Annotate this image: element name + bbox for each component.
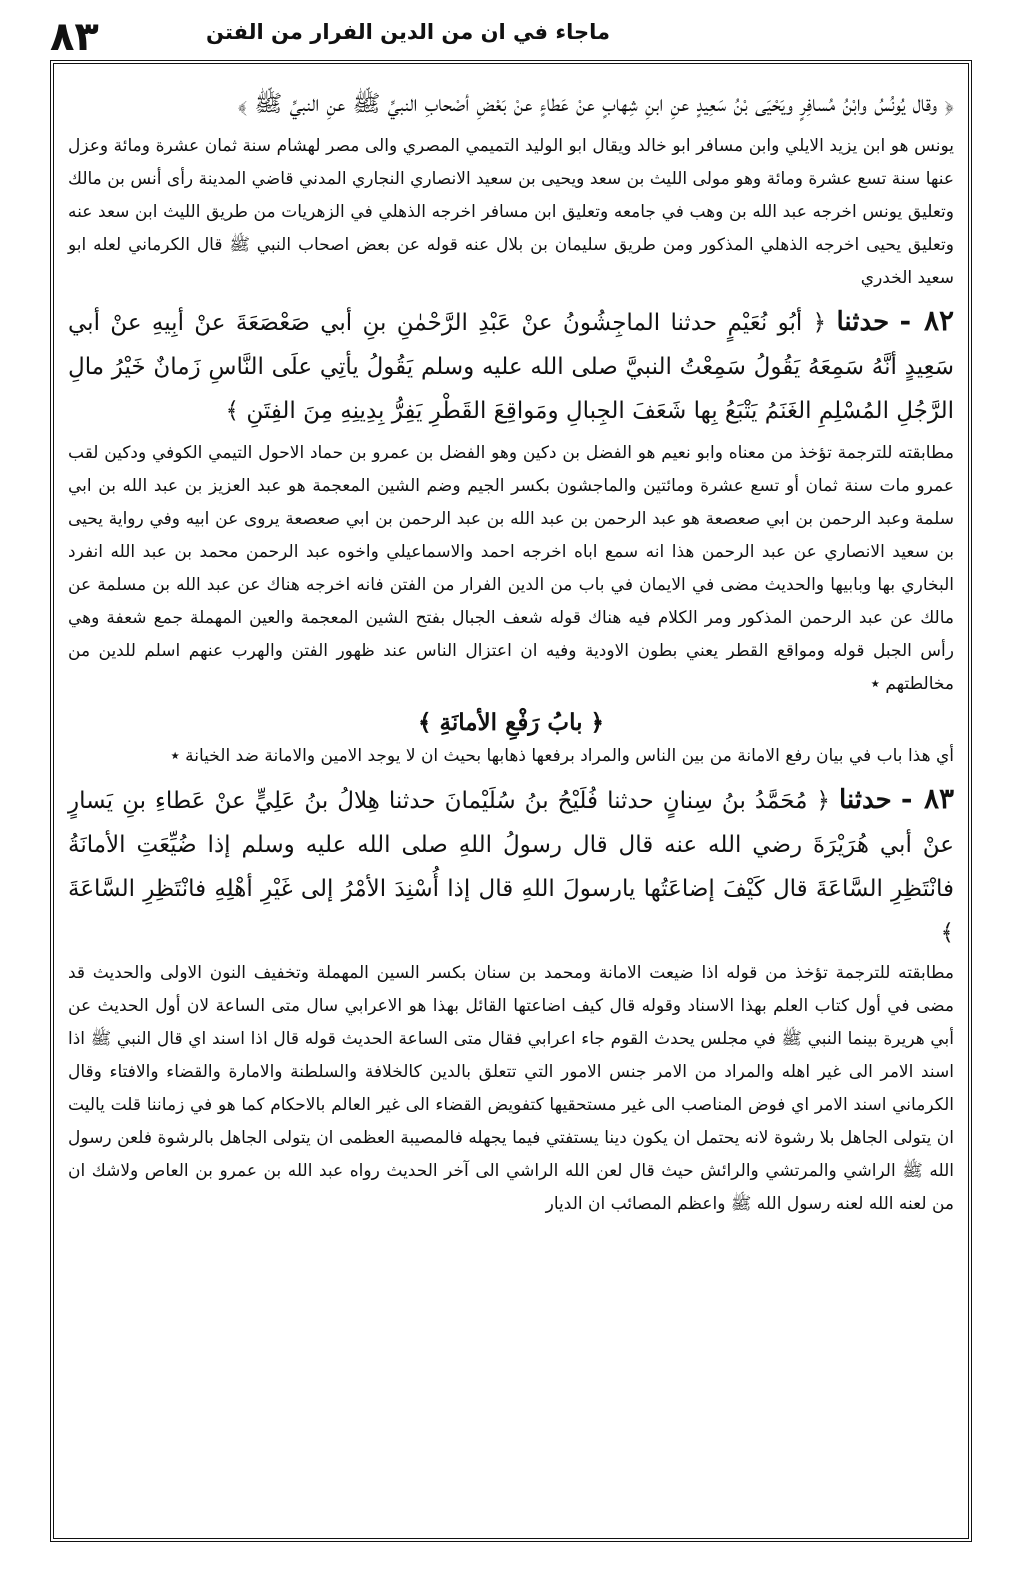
commentary-82: مطابقته للترجمة تؤخذ من معناه وابو نعيم هو الفضل بن دكين وهو الفضل بن عمرو بن حماد الاحول التيمي الكوفي ودكين لقب عمرو مات سنة ثمان أو تسع عشرة ومائتين والماجشون بكسر الجيم وضم الشين المعجمة هو عبد العزيز بن عبد الله بن ابي سلمة وعبد الرحمن بن ابي صعصعة هو عبد الرحمن بن عبد الله بن عبد الرحمن بن ابي صعصعة يروى عن ابيه وفي رواية يحيى بن سعيد الانصاري عن عبد الرحمن هذا انه سمع اباه اخرجه احمد والاسماعيلي واخوه عبد الرحمن محمد بن عبد الله انفرد البخاري بها وبابيها والحديث مضى في الايمان في باب من الدين الفرار من الفتن فانه اخرجه هناك عن عبد الله بن مسلمة عن مالك عن عبد الرحمن المذكور ومر الكلام فيه هناك قوله شعف الجبال بفتح الشين المعجمة والعين المهملة جمع شعفة وهي رأس الجبل قوله ومواقع القطر يعني بطون الاودية وفيه ان اعتزال الناس عند ظهور الفتن والهرب عنهم اسلم للدين من مخالطتهم ٭	[68, 443, 954, 694]
hadith-text: ﴿ مُحَمَّدُ بنُ سِنانٍ حدثنا فُلَيْحُ بنُ سُلَيْمانَ حدثنا هِلالُ بنُ عَلِيٍّ عنْ عَطاءِ بنِ يَسارٍ عنْ أبي هُرَيْرَةَ رضي الله عنه قال قال رسولُ اللهِ صلى الله عليه وسلم إذا ضُيِّعَتِ الأمانَةُ فانْتَظِرِ السَّاعَةَ قال كَيْفَ إضاعَتُها يارسولَ اللهِ قال إذا أُسْنِدَ الأمْرُ إلى غَيْرِ أهْلِهِ فانْتَظِرِ السَّاعَةَ ﴾	[68, 788, 954, 946]
hadith-number: ٨٣ -	[900, 782, 955, 815]
hadith-lead: حدثنا	[839, 785, 892, 815]
chapter-title: ﴿ بابُ رَفْعِ الأمانَةِ ﴾	[418, 709, 604, 736]
page-content	[68, 82, 954, 1528]
hadith-83	[68, 777, 954, 955]
hadith-82	[68, 299, 954, 433]
hadith-number: ٨٢ -	[899, 304, 955, 337]
hadith-text: ﴿ أبُو نُعَيْمٍ حدثنا الماجِشُونُ عنْ عَبْدِ الرَّحْمٰنِ بنِ أبي صَعْصَعَةَ عنْ أبِيهِ عنْ أبي سَعِيدٍ أنَّهُ سَمِعَهُ يَقُولُ سَمِعْتُ النبيَّ صلى الله عليه وسلم يَقُولُ يأتِي علَى النَّاسِ زَمانٌ خَيْرُ مالِ الرَّجُلِ المُسْلِمِ الغَنَمُ يَتْبَعُ بِها شَعَفَ الجِبالِ ومَواقِعَ القَطْرِ يَفِرُّ بِدِينِهِ مِنَ الفِتَنِ ﴾	[68, 310, 954, 424]
page-number: ٨٣	[50, 14, 99, 60]
chapter-intro: أي هذا باب في بيان رفع الامانة من بين الناس والمراد برفعها ذهابها بحيث ان لا يوجد الامين والامانة ضد الخيانة ٭	[170, 746, 954, 766]
commentary-83: مطابقته للترجمة تؤخذ من قوله اذا ضيعت الامانة ومحمد بن سنان بكسر السين المهملة وتخفيف النون الاولى والحديث قد مضى في أول كتاب العلم بهذا الاسناد وقوله قال كيف اضاعتها القائل بهذا هو الاعرابي سال متى الساعة لان أول الحديث عن أبي هريرة بينما النبي ﷺ في مجلس يحدث القوم جاء اعرابي فقال متى الساعة الحديث قوله قال اذا اسند اي قال النبي ﷺ اذا اسند الامر الى غير اهله والمراد من الامر جنس الامور التي تتعلق بالدين كالخلافة والسلطنة والامارة والقضاء والافتاء وقال الكرماني اسند الامر اي فوض المناصب الى غير مستحقيها كتفويض القضاء الى غير العالم بالاحكام كما هو في زماننا قلت ياليت ان يتولى الجاهل بلا رشوة لانه يحتمل ان يكون دينا يستفتي فيما يجهله فالمصيبة العظمى ان يتولى الجاهل بالرشوة فلعن رسول الله ﷺ الراشي والمرتشي والرائش حيث قال لعن الله الراشي الى آخر الحديث رواه عبد الله بن عمرو بن العاص ولاشك ان من لعنه الله لعنه رسول الله ﷺ واعظم المصائب ان الديار	[68, 963, 954, 1214]
ta3liq-text: ﴿ وقال يُونُسُ وابْنُ مُسافِرٍ ويَحْيَى بْنُ سَعِيدٍ عنِ ابنِ شِهابٍ عنْ عَطاءٍ عنْ بَعْضِ أصْحابِ النبيِّ ﷺ عنِ النبيِّ ﷺ ﴾	[237, 91, 954, 117]
commentary-1: يونس هو ابن يزيد الايلي وابن مسافر ابو خالد ويقال ابو الوليد التميمي المصري والى مصر لهشام سنة ثمان عشرة ومائة وعزل عنها سنة تسع عشرة ومائة وهو مولى الليث بن سعد ويحيى بن سعيد الانصاري النجاري المدني قاضي المدينة رأى أنس بن مالك وتعليق يونس اخرجه عبد الله بن وهب في جامعه وتعليق ابن مسافر اخرجه الذهلي في الزهريات من طريق الليث ابن سعد عنه وتعليق يحيى اخرجه الذهلي المذكور ومن طريق سليمان بن بلال عنه قوله عن بعض اصحاب النبي ﷺ قال الكرماني لعله ابو سعيد الخدري	[68, 136, 954, 288]
hadith-lead: حدثنا	[836, 307, 890, 337]
running-title: ماجاء في ان من الدين الفرار من الفتن	[206, 20, 610, 44]
page-header	[50, 14, 980, 60]
page-frame	[50, 60, 972, 1542]
